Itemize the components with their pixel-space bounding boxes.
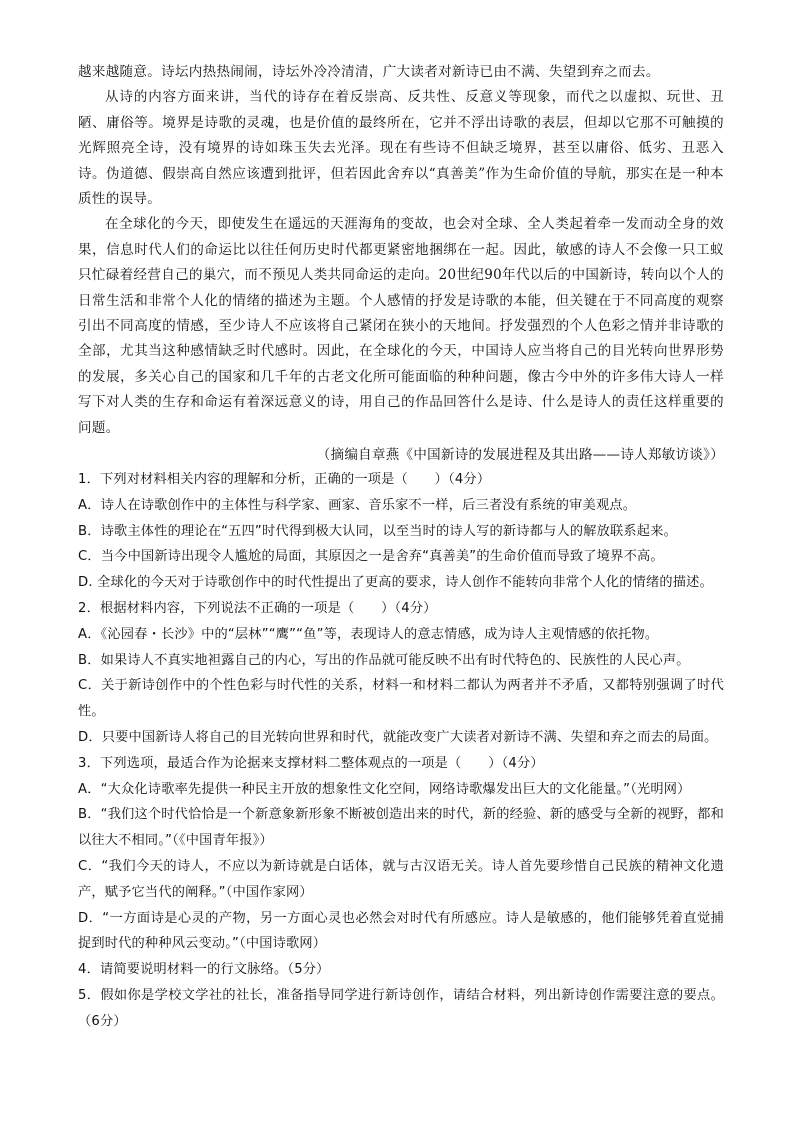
question-3 (78, 751, 724, 957)
passage-source: （摘编自章燕《中国新诗的发展进程及其出路——诗人郑敏访谈》） (316, 447, 724, 464)
passage-paragraph-1: 越来越随意。诗坛内热热闹闹，诗坛外冷冷清清，广大读者对新诗已由不满、失望到弃之而去。 (78, 64, 660, 80)
question-list (78, 467, 724, 1035)
option-c: C．“我们今天的诗人，不应以为新诗就是白话体，就与古汉语无关。诗人首先要珍惜自己民族的精神文化遗产，赋予它当代的阐释。”（中国作家网） (78, 859, 724, 900)
question-stem: 2．根据材料内容，下列说法不正确的一项是（ ）（4分） (78, 601, 437, 617)
option-a: A．“大众化诗歌率先提供一种民主开放的想象性文化空间，网络诗歌爆发出巨大的文化能量。”（光明网） (78, 781, 691, 797)
question-5 (78, 983, 724, 1035)
question-stem: 5．假如你是学校文学社的社长，准备指导同学进行新诗创作，请结合材料，列出新诗创作需要注意的要点。（6分） (78, 988, 724, 1029)
option-b: B．“我们这个时代恰恰是一个新意象新形象不断被创造出来的时代，新的经验、新的感受与全新的视野，都和以往大不相同。”（《中国青年报》） (78, 807, 724, 849)
question-2 (78, 596, 724, 751)
question-1 (78, 467, 724, 596)
option-a: A．诗人在诗歌创作中的主体性与科学家、画家、音乐家不一样，后三者没有系统的审美观点。 (78, 497, 637, 513)
option-d: D．“一方面诗是心灵的产物，另一方面心灵也必然会对时代有所感应。诗人是敏感的，他们能够凭着直觉捕捉到时代的种种风云变动。”（中国诗歌网） (78, 910, 724, 952)
option-a: A．《沁园春・长沙》中的“层林”“鹰”“鱼”等，表现诗人的意志情感，成为诗人主观情感的依托物。 (78, 626, 659, 642)
option-d: D．只要中国新诗人将自己的目光转向世界和时代，就能改变广大读者对新诗不满、失望和弃之而去的局面。 (78, 730, 718, 746)
option-d: D. 全球化的今天对于诗歌创作中的时代性提出了更高的要求，诗人创作不能转向非常个人化的情绪的描述。 (78, 575, 713, 591)
question-4 (78, 957, 724, 983)
question-stem: 4．请简要说明材料一的行文脉络。（5分） (78, 962, 330, 978)
question-stem: 1．下列对材料相关内容的理解和分析，正确的一项是（ ）（4分） (78, 472, 491, 488)
option-c: C．关于新诗创作中的个性色彩与时代性的关系，材料一和材料二都认为两者并不矛盾，又都特别强调了时代性。 (78, 678, 724, 720)
passage-paragraph-3: 在全球化的今天，即使发生在遥远的天涯海角的变故，也会对全球、全人类起着牵一发而动全身的效果，信息时代人们的命运比以往任何历史时代都更紧密地捆绑在一起。因此，敏感的诗人不会像一只工蚁只忙碌着经营自己的巢穴，而不预见人类共同命运的走向。20世纪90年代以后的中国新诗，转向以个人的日常生活和非常个人化的情绪的描述为主题。个人感情的抒发是诗歌的本能，但关键在于不同高度的观察引出不同高度的情感，至少诗人不应该将自己紧闭在狭小的天地间。抒发强烈的个人色彩之情并非诗歌的全部，尤其当这种感情缺乏时代感时。因此，在全球化的今天，中国诗人应当将自己的目光转向世界形势的发展，多关心自己的国家和几千年的古老文化所可能面临的种种问题，像古今中外的许多伟大诗人一样写下对人类的生存和命运有着深远意义的诗，用自己的作品回答什么是诗、什么是诗人的责任这样重要的问题。 (78, 216, 724, 436)
passage-paragraph-2: 从诗的内容方面来讲，当代的诗存在着反崇高、反共性、反意义等现象，而代之以虚拟、玩世、丑陋、庸俗等。境界是诗歌的灵魂，也是价值的最终所在，它并不浮出诗歌的表层，但却以它那不可触摸的光辉照亮全诗，没有境界的诗如珠玉失去光泽。现在有些诗不但缺乏境界，甚至以庸俗、低劣、丑恶入诗。伪道德、假崇高自然应该遭到批评，但若因此舍弃以“真善美”作为生命价值的导航，那实在是一种本质性的误导。 (78, 89, 724, 208)
option-b: B．诗歌主体性的理论在“五四”时代得到极大认同，以至当时的诗人写的新诗都与人的解放联系起来。 (78, 523, 677, 539)
option-c: C．当今中国新诗出现令人尴尬的局面，其原因之一是舍弃“真善美”的生命价值而导致了境界不高。 (78, 549, 664, 565)
option-b: B．如果诗人不真实地袒露自己的内心，写出的作品就可能反映不出有时代特色的、民族性的人民心声。 (78, 652, 690, 668)
question-stem: 3．下列选项，最适合作为论据来支撑材料二整体观点的一项是（ ）（4分） (78, 755, 544, 771)
reading-passage (78, 60, 724, 441)
